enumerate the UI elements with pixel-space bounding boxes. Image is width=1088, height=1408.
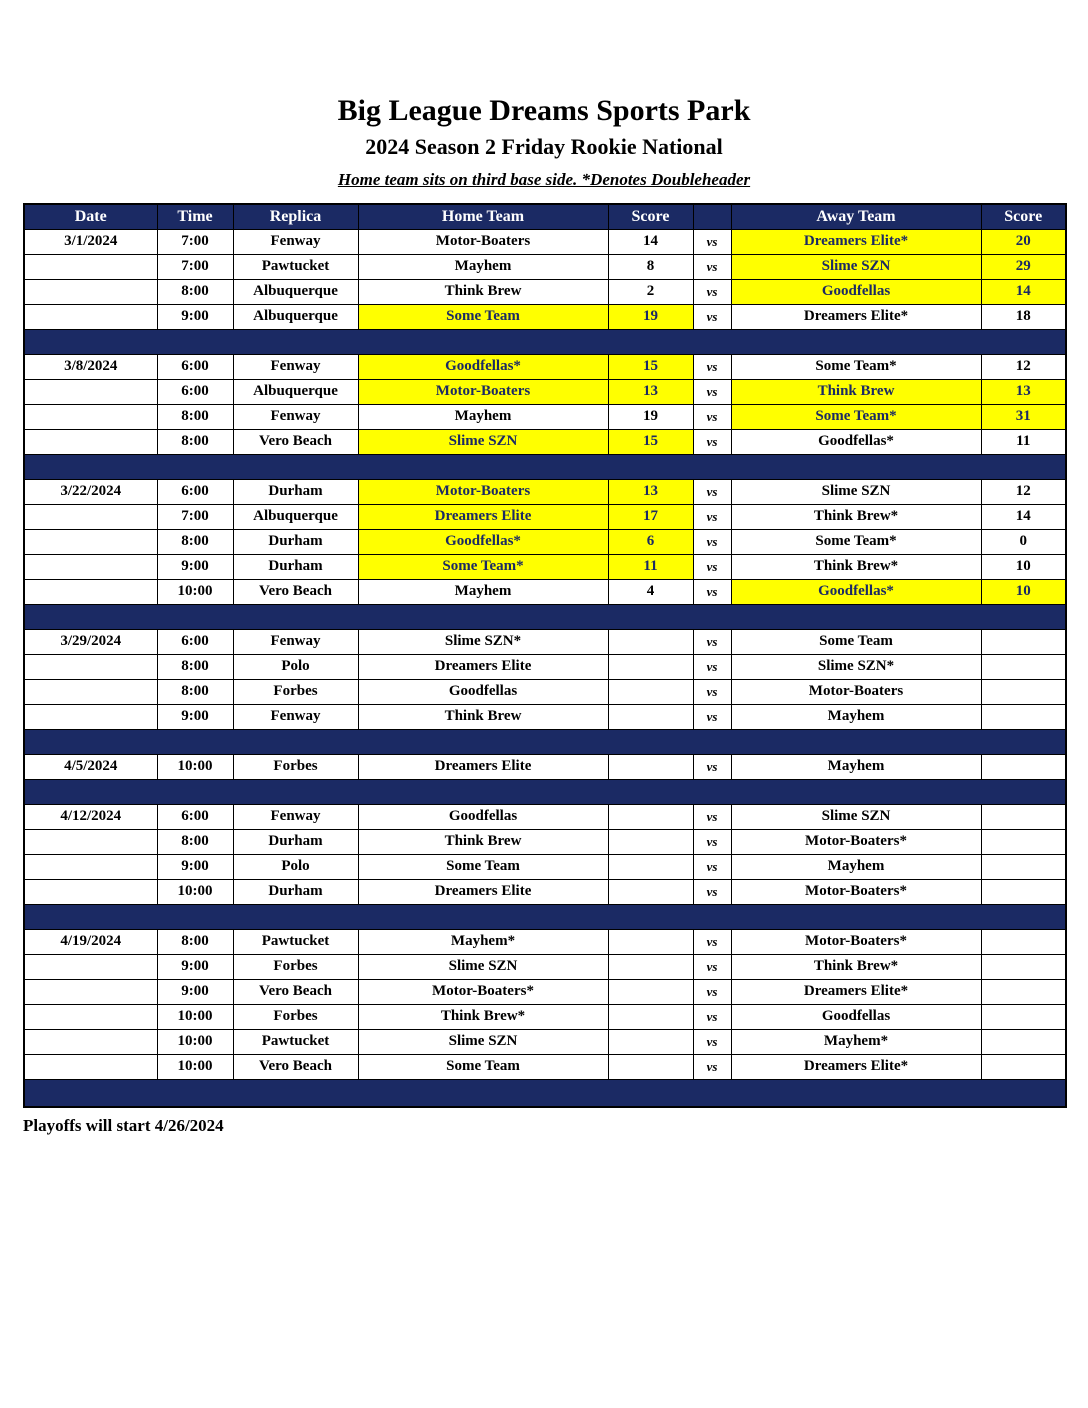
date-cell bbox=[24, 554, 157, 579]
home-team-cell: Motor-Boaters bbox=[358, 229, 608, 254]
replica-cell: Forbes bbox=[233, 1004, 358, 1029]
home-team-cell: Goodfellas bbox=[358, 679, 608, 704]
away-team-cell: Goodfellas bbox=[731, 1004, 981, 1029]
home-score-cell bbox=[608, 829, 693, 854]
game-row bbox=[24, 254, 1066, 279]
column-header-home-team: Home Team bbox=[358, 204, 608, 229]
away-team-cell: Mayhem bbox=[731, 704, 981, 729]
home-team-cell: Think Brew bbox=[358, 704, 608, 729]
date-cell bbox=[24, 279, 157, 304]
date-cell: 4/12/2024 bbox=[24, 804, 157, 829]
separator-band bbox=[24, 604, 1066, 629]
away-team-cell: Some Team bbox=[731, 629, 981, 654]
home-team-cell: Mayhem bbox=[358, 579, 608, 604]
home-team-cell: Slime SZN bbox=[358, 429, 608, 454]
away-score-cell: 12 bbox=[981, 479, 1066, 504]
game-row bbox=[24, 354, 1066, 379]
away-score-cell bbox=[981, 954, 1066, 979]
away-score-cell bbox=[981, 704, 1066, 729]
replica-cell: Albuquerque bbox=[233, 504, 358, 529]
home-team-cell: Mayhem bbox=[358, 404, 608, 429]
away-score-cell bbox=[981, 1029, 1066, 1054]
date-cell: 3/29/2024 bbox=[24, 629, 157, 654]
replica-cell: Fenway bbox=[233, 704, 358, 729]
separator-row bbox=[24, 729, 1066, 754]
away-score-cell: 31 bbox=[981, 404, 1066, 429]
time-cell: 10:00 bbox=[157, 754, 233, 779]
time-cell: 10:00 bbox=[157, 1029, 233, 1054]
away-score-cell: 10 bbox=[981, 554, 1066, 579]
away-team-cell: Dreamers Elite* bbox=[731, 1054, 981, 1079]
home-team-cell: Think Brew bbox=[358, 829, 608, 854]
vs-label: vs bbox=[693, 879, 731, 904]
vs-label: vs bbox=[693, 354, 731, 379]
vs-label: vs bbox=[693, 229, 731, 254]
game-row bbox=[24, 404, 1066, 429]
home-score-cell: 4 bbox=[608, 579, 693, 604]
vs-label: vs bbox=[693, 829, 731, 854]
replica-cell: Pawtucket bbox=[233, 929, 358, 954]
replica-cell: Vero Beach bbox=[233, 429, 358, 454]
vs-label: vs bbox=[693, 404, 731, 429]
time-cell: 9:00 bbox=[157, 704, 233, 729]
column-header-vs bbox=[693, 204, 731, 229]
away-team-cell: Mayhem bbox=[731, 854, 981, 879]
away-team-cell: Mayhem* bbox=[731, 1029, 981, 1054]
time-cell: 8:00 bbox=[157, 279, 233, 304]
separator-band bbox=[24, 729, 1066, 754]
time-cell: 8:00 bbox=[157, 404, 233, 429]
home-score-cell bbox=[608, 1029, 693, 1054]
replica-cell: Forbes bbox=[233, 754, 358, 779]
away-team-cell: Think Brew bbox=[731, 379, 981, 404]
game-row bbox=[24, 529, 1066, 554]
home-team-cell: Think Brew bbox=[358, 279, 608, 304]
vs-label: vs bbox=[693, 979, 731, 1004]
home-team-cell: Some Team bbox=[358, 1054, 608, 1079]
header-row bbox=[24, 204, 1066, 229]
game-row bbox=[24, 679, 1066, 704]
home-team-cell: Dreamers Elite bbox=[358, 879, 608, 904]
game-row bbox=[24, 754, 1066, 779]
separator-band bbox=[24, 904, 1066, 929]
time-cell: 8:00 bbox=[157, 679, 233, 704]
away-team-cell: Dreamers Elite* bbox=[731, 979, 981, 1004]
away-team-cell: Think Brew* bbox=[731, 954, 981, 979]
date-cell bbox=[24, 879, 157, 904]
replica-cell: Vero Beach bbox=[233, 979, 358, 1004]
home-team-cell: Slime SZN bbox=[358, 954, 608, 979]
replica-cell: Durham bbox=[233, 479, 358, 504]
home-team-cell: Slime SZN bbox=[358, 1029, 608, 1054]
away-score-cell bbox=[981, 929, 1066, 954]
separator-row bbox=[24, 604, 1066, 629]
table-header bbox=[24, 204, 1066, 229]
away-team-cell: Some Team* bbox=[731, 404, 981, 429]
replica-cell: Albuquerque bbox=[233, 279, 358, 304]
game-row bbox=[24, 1004, 1066, 1029]
home-score-cell: 15 bbox=[608, 354, 693, 379]
away-score-cell bbox=[981, 829, 1066, 854]
home-score-cell: 19 bbox=[608, 404, 693, 429]
table-body bbox=[24, 229, 1066, 1107]
date-cell bbox=[24, 404, 157, 429]
home-team-cell: Dreamers Elite bbox=[358, 504, 608, 529]
home-score-cell bbox=[608, 954, 693, 979]
date-cell bbox=[24, 1004, 157, 1029]
vs-label: vs bbox=[693, 554, 731, 579]
replica-cell: Pawtucket bbox=[233, 254, 358, 279]
separator-band bbox=[24, 779, 1066, 804]
away-team-cell: Goodfellas bbox=[731, 279, 981, 304]
replica-cell: Durham bbox=[233, 554, 358, 579]
home-score-cell bbox=[608, 654, 693, 679]
game-row bbox=[24, 1054, 1066, 1079]
page-title: Big League Dreams Sports Park bbox=[337, 94, 751, 127]
home-score-cell: 13 bbox=[608, 479, 693, 504]
home-score-cell: 19 bbox=[608, 304, 693, 329]
time-cell: 6:00 bbox=[157, 629, 233, 654]
vs-label: vs bbox=[693, 504, 731, 529]
away-team-cell: Think Brew* bbox=[731, 504, 981, 529]
game-row bbox=[24, 379, 1066, 404]
date-cell bbox=[24, 704, 157, 729]
vs-label: vs bbox=[693, 854, 731, 879]
vs-label: vs bbox=[693, 429, 731, 454]
away-score-cell bbox=[981, 879, 1066, 904]
away-team-cell: Motor-Boaters bbox=[731, 679, 981, 704]
time-cell: 9:00 bbox=[157, 954, 233, 979]
replica-cell: Vero Beach bbox=[233, 579, 358, 604]
away-team-cell: Slime SZN bbox=[731, 254, 981, 279]
game-row bbox=[24, 304, 1066, 329]
playoffs-note: Playoffs will start 4/26/2024 bbox=[23, 1116, 224, 1136]
game-row bbox=[24, 229, 1066, 254]
game-row bbox=[24, 579, 1066, 604]
home-score-cell: 6 bbox=[608, 529, 693, 554]
away-score-cell: 29 bbox=[981, 254, 1066, 279]
away-score-cell: 11 bbox=[981, 429, 1066, 454]
time-cell: 8:00 bbox=[157, 829, 233, 854]
home-score-cell: 17 bbox=[608, 504, 693, 529]
separator-row bbox=[24, 329, 1066, 354]
home-score-cell bbox=[608, 854, 693, 879]
home-score-cell bbox=[608, 1004, 693, 1029]
date-cell bbox=[24, 429, 157, 454]
vs-label: vs bbox=[693, 954, 731, 979]
away-score-cell bbox=[981, 979, 1066, 1004]
time-cell: 10:00 bbox=[157, 1054, 233, 1079]
time-cell: 8:00 bbox=[157, 654, 233, 679]
home-score-cell: 11 bbox=[608, 554, 693, 579]
away-team-cell: Slime SZN bbox=[731, 804, 981, 829]
replica-cell: Fenway bbox=[233, 629, 358, 654]
away-score-cell: 12 bbox=[981, 354, 1066, 379]
home-score-cell bbox=[608, 1054, 693, 1079]
away-score-cell: 14 bbox=[981, 504, 1066, 529]
date-cell bbox=[24, 979, 157, 1004]
home-score-cell: 13 bbox=[608, 379, 693, 404]
replica-cell: Polo bbox=[233, 654, 358, 679]
time-cell: 10:00 bbox=[157, 579, 233, 604]
away-score-cell bbox=[981, 854, 1066, 879]
replica-cell: Durham bbox=[233, 829, 358, 854]
replica-cell: Fenway bbox=[233, 404, 358, 429]
date-cell: 3/22/2024 bbox=[24, 479, 157, 504]
date-cell bbox=[24, 504, 157, 529]
home-team-cell: Slime SZN* bbox=[358, 629, 608, 654]
game-row bbox=[24, 654, 1066, 679]
away-team-cell: Motor-Boaters* bbox=[731, 829, 981, 854]
game-row bbox=[24, 829, 1066, 854]
vs-label: vs bbox=[693, 629, 731, 654]
home-team-cell: Mayhem* bbox=[358, 929, 608, 954]
home-team-cell: Dreamers Elite bbox=[358, 754, 608, 779]
vs-label: vs bbox=[693, 279, 731, 304]
time-cell: 7:00 bbox=[157, 254, 233, 279]
time-cell: 7:00 bbox=[157, 504, 233, 529]
away-score-cell: 13 bbox=[981, 379, 1066, 404]
separator-row bbox=[24, 904, 1066, 929]
date-cell bbox=[24, 1054, 157, 1079]
home-team-cell: Goodfellas* bbox=[358, 354, 608, 379]
home-score-cell: 15 bbox=[608, 429, 693, 454]
game-row bbox=[24, 804, 1066, 829]
home-team-cell: Mayhem bbox=[358, 254, 608, 279]
game-row bbox=[24, 704, 1066, 729]
away-team-cell: Some Team* bbox=[731, 354, 981, 379]
away-score-cell bbox=[981, 654, 1066, 679]
game-row bbox=[24, 979, 1066, 1004]
replica-cell: Vero Beach bbox=[233, 1054, 358, 1079]
column-header-away-score: Score bbox=[981, 204, 1066, 229]
vs-label: vs bbox=[693, 704, 731, 729]
date-cell bbox=[24, 679, 157, 704]
away-score-cell: 10 bbox=[981, 579, 1066, 604]
away-team-cell: Mayhem bbox=[731, 754, 981, 779]
time-cell: 9:00 bbox=[157, 304, 233, 329]
game-row bbox=[24, 554, 1066, 579]
vs-label: vs bbox=[693, 679, 731, 704]
home-team-cell: Goodfellas bbox=[358, 804, 608, 829]
away-team-cell: Think Brew* bbox=[731, 554, 981, 579]
away-score-cell bbox=[981, 754, 1066, 779]
away-score-cell: 0 bbox=[981, 529, 1066, 554]
vs-label: vs bbox=[693, 254, 731, 279]
time-cell: 9:00 bbox=[157, 854, 233, 879]
column-header-replica: Replica bbox=[233, 204, 358, 229]
vs-label: vs bbox=[693, 754, 731, 779]
home-score-cell bbox=[608, 629, 693, 654]
time-cell: 8:00 bbox=[157, 429, 233, 454]
vs-label: vs bbox=[693, 654, 731, 679]
home-score-cell: 8 bbox=[608, 254, 693, 279]
time-cell: 6:00 bbox=[157, 379, 233, 404]
separator-row bbox=[24, 1079, 1066, 1107]
replica-cell: Albuquerque bbox=[233, 304, 358, 329]
column-header-away-team: Away Team bbox=[731, 204, 981, 229]
time-cell: 6:00 bbox=[157, 804, 233, 829]
date-cell bbox=[24, 854, 157, 879]
away-team-cell: Slime SZN* bbox=[731, 654, 981, 679]
date-cell bbox=[24, 529, 157, 554]
replica-cell: Fenway bbox=[233, 354, 358, 379]
home-score-cell bbox=[608, 704, 693, 729]
time-cell: 10:00 bbox=[157, 1004, 233, 1029]
away-score-cell: 18 bbox=[981, 304, 1066, 329]
separator-band bbox=[24, 1079, 1066, 1107]
date-cell: 3/8/2024 bbox=[24, 354, 157, 379]
date-cell bbox=[24, 1029, 157, 1054]
home-team-cell: Motor-Boaters bbox=[358, 379, 608, 404]
game-row bbox=[24, 504, 1066, 529]
game-row bbox=[24, 479, 1066, 504]
away-score-cell bbox=[981, 629, 1066, 654]
away-score-cell bbox=[981, 1004, 1066, 1029]
replica-cell: Forbes bbox=[233, 954, 358, 979]
column-header-date: Date bbox=[24, 204, 157, 229]
vs-label: vs bbox=[693, 304, 731, 329]
vs-label: vs bbox=[693, 1004, 731, 1029]
date-cell bbox=[24, 829, 157, 854]
vs-label: vs bbox=[693, 379, 731, 404]
game-row bbox=[24, 629, 1066, 654]
away-score-cell: 14 bbox=[981, 279, 1066, 304]
replica-cell: Fenway bbox=[233, 804, 358, 829]
vs-label: vs bbox=[693, 1054, 731, 1079]
away-team-cell: Goodfellas* bbox=[731, 429, 981, 454]
date-cell bbox=[24, 304, 157, 329]
home-score-cell bbox=[608, 804, 693, 829]
date-cell: 4/5/2024 bbox=[24, 754, 157, 779]
date-cell bbox=[24, 579, 157, 604]
time-cell: 10:00 bbox=[157, 879, 233, 904]
home-team-cell: Goodfellas* bbox=[358, 529, 608, 554]
vs-label: vs bbox=[693, 479, 731, 504]
vs-label: vs bbox=[693, 579, 731, 604]
date-cell: 3/1/2024 bbox=[24, 229, 157, 254]
away-team-cell: Goodfellas* bbox=[731, 579, 981, 604]
home-score-cell bbox=[608, 929, 693, 954]
home-team-cell: Some Team bbox=[358, 304, 608, 329]
vs-label: vs bbox=[693, 929, 731, 954]
time-cell: 8:00 bbox=[157, 929, 233, 954]
separator-band bbox=[24, 454, 1066, 479]
home-team-cell: Motor-Boaters bbox=[358, 479, 608, 504]
separator-row bbox=[24, 779, 1066, 804]
away-team-cell: Dreamers Elite* bbox=[731, 304, 981, 329]
home-score-cell: 14 bbox=[608, 229, 693, 254]
away-score-cell bbox=[981, 679, 1066, 704]
replica-cell: Albuquerque bbox=[233, 379, 358, 404]
away-team-cell: Motor-Boaters* bbox=[731, 929, 981, 954]
game-row bbox=[24, 954, 1066, 979]
time-cell: 9:00 bbox=[157, 554, 233, 579]
away-team-cell: Dreamers Elite* bbox=[731, 229, 981, 254]
home-team-note: Home team sits on third base side. *Denotes Doubleheader bbox=[337, 170, 751, 190]
replica-cell: Fenway bbox=[233, 229, 358, 254]
date-cell bbox=[24, 379, 157, 404]
date-cell bbox=[24, 654, 157, 679]
away-team-cell: Motor-Boaters* bbox=[731, 879, 981, 904]
vs-label: vs bbox=[693, 1029, 731, 1054]
away-team-cell: Some Team* bbox=[731, 529, 981, 554]
time-cell: 7:00 bbox=[157, 229, 233, 254]
date-cell bbox=[24, 954, 157, 979]
home-score-cell bbox=[608, 679, 693, 704]
replica-cell: Durham bbox=[233, 879, 358, 904]
replica-cell: Polo bbox=[233, 854, 358, 879]
home-score-cell bbox=[608, 879, 693, 904]
away-score-cell: 20 bbox=[981, 229, 1066, 254]
column-header-time: Time bbox=[157, 204, 233, 229]
page-subtitle: 2024 Season 2 Friday Rookie National bbox=[365, 134, 723, 159]
game-row bbox=[24, 929, 1066, 954]
game-row bbox=[24, 854, 1066, 879]
home-score-cell: 2 bbox=[608, 279, 693, 304]
time-cell: 6:00 bbox=[157, 354, 233, 379]
replica-cell: Pawtucket bbox=[233, 1029, 358, 1054]
replica-cell: Durham bbox=[233, 529, 358, 554]
home-team-cell: Some Team bbox=[358, 854, 608, 879]
home-team-cell: Dreamers Elite bbox=[358, 654, 608, 679]
column-header-home-score: Score bbox=[608, 204, 693, 229]
away-score-cell bbox=[981, 804, 1066, 829]
game-row bbox=[24, 429, 1066, 454]
home-team-cell: Think Brew* bbox=[358, 1004, 608, 1029]
replica-cell: Forbes bbox=[233, 679, 358, 704]
vs-label: vs bbox=[693, 529, 731, 554]
separator-band bbox=[24, 329, 1066, 354]
time-cell: 6:00 bbox=[157, 479, 233, 504]
game-row bbox=[24, 879, 1066, 904]
away-score-cell bbox=[981, 1054, 1066, 1079]
schedule-table bbox=[23, 203, 1067, 1108]
game-row bbox=[24, 1029, 1066, 1054]
home-team-cell: Some Team* bbox=[358, 554, 608, 579]
separator-row bbox=[24, 454, 1066, 479]
home-score-cell bbox=[608, 754, 693, 779]
home-team-cell: Motor-Boaters* bbox=[358, 979, 608, 1004]
time-cell: 9:00 bbox=[157, 979, 233, 1004]
away-team-cell: Slime SZN bbox=[731, 479, 981, 504]
vs-label: vs bbox=[693, 804, 731, 829]
time-cell: 8:00 bbox=[157, 529, 233, 554]
game-row bbox=[24, 279, 1066, 304]
date-cell bbox=[24, 254, 157, 279]
home-score-cell bbox=[608, 979, 693, 1004]
date-cell: 4/19/2024 bbox=[24, 929, 157, 954]
